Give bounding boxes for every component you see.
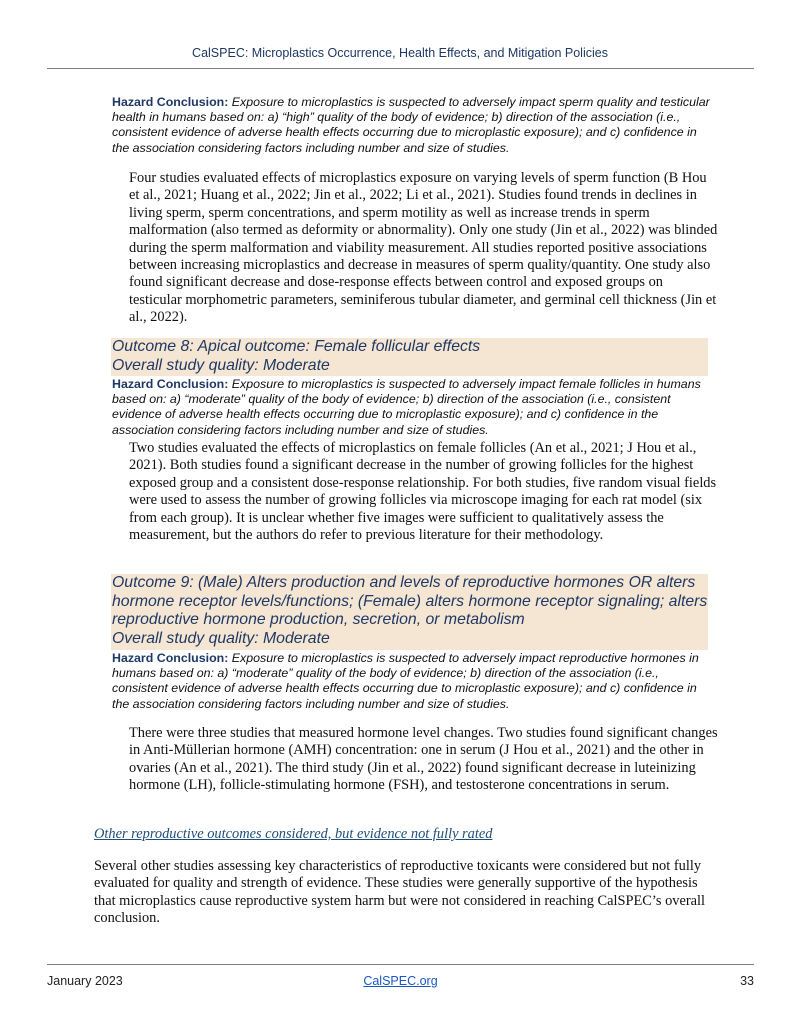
- outcome-8-box: [111, 338, 708, 376]
- section-heading-other-outcomes: Other reproductive outcomes considered, but evidence not fully rated: [94, 826, 493, 842]
- outcome-8-quality: Overall study quality: Moderate: [112, 356, 330, 374]
- hazard-label: Hazard Conclusion:: [112, 95, 229, 109]
- hazard-text: Exposure to microplastics is suspected to adversely impact female follicles in humans based on: a) “moderate” quality of the body of evidence; b) direction of the association (i.e., consistent evidence of adverse health effects occurring due to microplastic exposure); and c) confidence in the association considering factors including number and size of studies.: [112, 377, 701, 437]
- hazard-conclusion-sperm: [112, 95, 712, 156]
- outcome-8-title: Outcome 8: Apical outcome: Female follicular effects: [112, 338, 481, 355]
- hazard-text: Exposure to microplastics is suspected to adversely impact reproductive hormones in humans based on: a) “moderate” quality of the body of evidence; b) direction of the association (i.e., consistent evidence of adverse health effects occurring due to microplastic exposure); and c) confidence in the association considering factors including number and size of studies.: [112, 651, 699, 711]
- paragraph-other-outcomes: Several other studies assessing key characteristics of reproductive toxicants were considered but not fully evaluated for quality and strength of evidence. These studies were generally supportive of the hypothesis that microplastics cause reproductive system harm but were not considered in reaching CalSPEC’s overall conclusion.: [94, 858, 706, 927]
- hazard-label: Hazard Conclusion:: [112, 651, 229, 665]
- hazard-text: Exposure to microplastics is suspected to adversely impact sperm quality and testicular health in humans based on: a) “high” quality of the body of evidence; b) direction of the association (i.e., consistent evidence of adverse health effects occurring due to microplastic exposure); and c) confidence in the association considering factors including number and size of studies.: [112, 95, 710, 155]
- page-number: 33: [740, 974, 754, 988]
- footer-link[interactable]: CalSPEC.org: [363, 974, 438, 988]
- paragraph-hormone-studies: There were three studies that measured hormone level changes. Two studies found significant changes in Anti-Müllerian hormone (AMH) concentration: one in serum (J Hou et al., 2021) and the other in ovaries (An et al., 2021). The third study (Jin et al., 2022) found significant decrease in luteinizing hormone (LH), follicle-stimulating hormone (FSH), and testosterone concentrations in serum.: [129, 725, 718, 794]
- footer-date: January 2023: [47, 974, 123, 988]
- hazard-conclusion-hormones: [112, 651, 712, 712]
- paragraph-follicle-studies: Two studies evaluated the effects of microplastics on female follicles (An et al., 2021; J Hou et al., 2021). Both studies found a significant decrease in the number of growing follicles for the highest exposed group and a consistent dose-response relationship. For both studies, five random visual fields were used to assess the number of growing follicles via microscope imaging for each rat model (six from each group). It is unclear whether five images were sufficient to qualitatively assess the measurement, but the authors do refer to previous literature for their methodology.: [129, 440, 717, 544]
- hazard-label: Hazard Conclusion:: [112, 377, 229, 391]
- outcome-9-quality: Overall study quality: Moderate: [112, 629, 330, 647]
- footer-divider: [47, 964, 754, 965]
- hazard-conclusion-follicles: [112, 377, 712, 438]
- paragraph-sperm-studies: Four studies evaluated effects of microplastics exposure on varying levels of sperm function (B Hou et al., 2021; Huang et al., 2022; Jin et al., 2022; Li et al., 2021). Studies found trends in declines in living sperm, sperm concentrations, and sperm motility as well as increase trends in sperm malformation (also termed as deformity or abnormality). Only one study (Jin et al., 2022) was blinded during the sperm malformation and viability measurement. All studies reported positive associations between increasing microplastics and decrease in measures of sperm quality/quantity. One study also found significant decrease and dose-response effects between control and exposed groups on testicular morphometric parameters, seminiferous tubular diameter, and germinal cell thickness (Jin et al., 2022).: [129, 170, 718, 326]
- running-header: CalSPEC: Microplastics Occurrence, Health Effects, and Mitigation Policies: [192, 46, 608, 60]
- outcome-9-box: [111, 574, 708, 650]
- header-divider: [47, 68, 754, 69]
- outcome-9-title: Outcome 9: (Male) Alters production and levels of reproductive hormones OR alters hormone receptor levels/functions; (Female) alters hormone receptor signaling; alters reproductive hormone production, secretion, or metabolism: [112, 574, 708, 629]
